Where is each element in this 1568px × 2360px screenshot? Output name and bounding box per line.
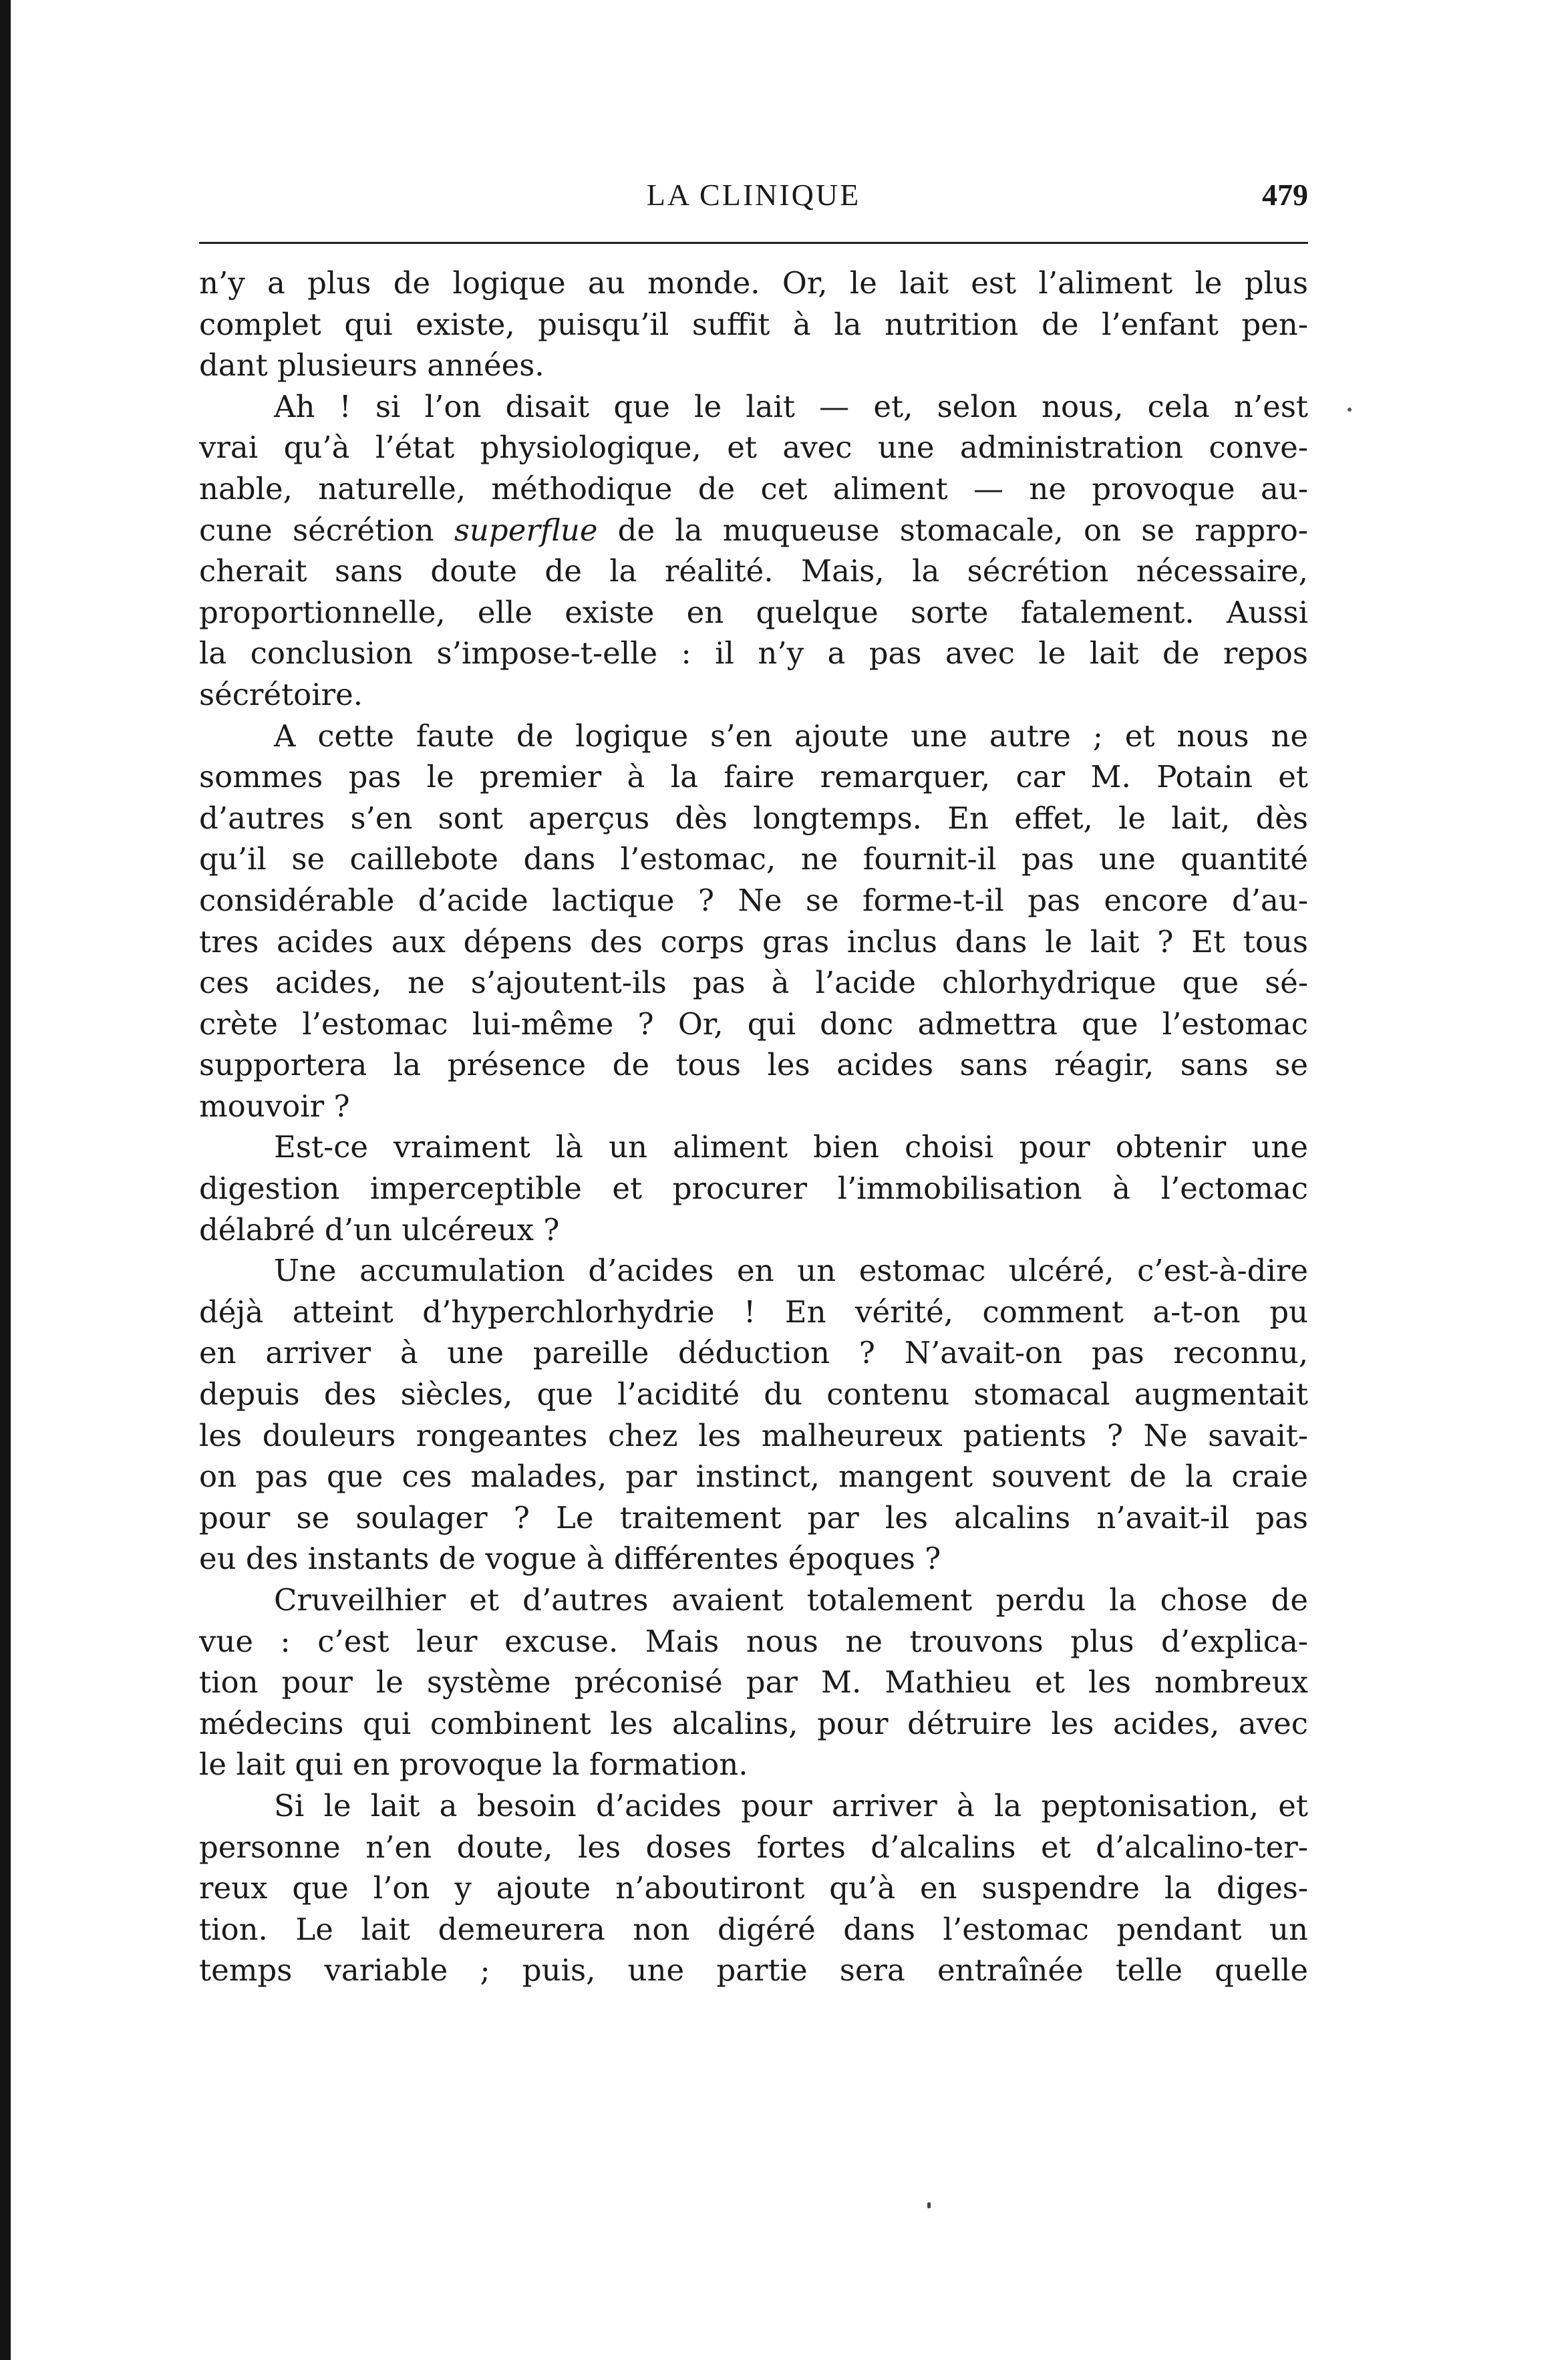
- text-line: vrai qu’à l’état physiologique, et avec une administration conve-: [199, 430, 1308, 466]
- text-line: Une accumulation d’acides en un estomac ulcéré, c’est-à-dire: [274, 1253, 1308, 1289]
- text-line: tres acides aux dépens des corps gras inclus dans le lait ? Et tous: [199, 923, 1308, 960]
- page-header: [199, 175, 1308, 215]
- running-title: LA CLINIQUE: [646, 178, 861, 212]
- text-line: Cruveilhier et d’autres avaient totalement perdu la chose de: [274, 1582, 1308, 1618]
- margin-speck: [1348, 408, 1352, 412]
- body-text: [199, 263, 1308, 1991]
- text-line: vue : c’est leur excuse. Mais nous ne trouvons plus d’explica-: [199, 1623, 1308, 1659]
- text-line: tion pour le système préconisé par M. Mathieu et les nombreux: [199, 1664, 1308, 1701]
- text-line: A cette faute de logique s’en ajoute une autre ; et nous ne: [274, 718, 1308, 754]
- stray-ink-mark: [927, 2202, 931, 2208]
- text-line: la conclusion s’impose-t-elle : il n’y a pas avec le lait de repos: [199, 635, 1308, 672]
- text-line: personne n’en doute, les doses fortes d’alcalins et d’alcalino-ter-: [199, 1829, 1308, 1865]
- italic-word: superflue: [454, 512, 598, 548]
- text-line: déjà atteint d’hyperchlorhydrie ! En vérité, comment a-t-on pu: [199, 1294, 1308, 1330]
- text-line: qu’il se caillebote dans l’estomac, ne fournit-il pas une quantité: [199, 841, 1308, 877]
- text-line: supportera la présence de tous les acides sans réagir, sans se: [199, 1047, 1308, 1083]
- text-line: d’autres s’en sont aperçus dès longtemps. En effet, le lait, dès: [199, 800, 1308, 836]
- text-line: sécrétoire.: [199, 676, 363, 712]
- text-line: digestion imperceptible et procurer l’immobilisation à l’ectomac: [199, 1171, 1308, 1207]
- text-line: pour se soulager ? Le traitement par les alcalins n’avait-il pas: [199, 1499, 1308, 1535]
- text-line: complet qui existe, puisqu’il suffit à la nutrition de l’enfant pen-: [199, 306, 1308, 342]
- text-line: sommes pas le premier à la faire remarquer, car M. Potain et: [199, 759, 1308, 795]
- text-line: n’y a plus de logique au monde. Or, le lait est l’aliment le plus: [199, 265, 1308, 301]
- text-line: médecins qui combinent les alcalins, pour détruire les acides, avec: [199, 1705, 1308, 1741]
- text-line: temps variable ; puis, une partie sera entraînée telle quelle: [199, 1952, 1308, 1988]
- text-line: Est-ce vraiment là un aliment bien choisi pour obtenir une: [274, 1129, 1308, 1165]
- text-line: proportionnelle, elle existe en quelque sorte fatalement. Aussi: [199, 594, 1308, 630]
- text-line: ces acides, ne s’ajoutent-ils pas à l’acide chlorhydrique que sé-: [199, 965, 1308, 1001]
- text-line: cherait sans doute de la réalité. Mais, la sécrétion nécessaire,: [199, 553, 1308, 589]
- text-line: nable, naturelle, méthodique de cet aliment — ne provoque au-: [199, 470, 1308, 506]
- text-line: le lait qui en provoque la formation.: [199, 1747, 748, 1783]
- text-line: les douleurs rongeantes chez les malheureux patients ? Ne savait-: [199, 1417, 1308, 1453]
- header-rule: [199, 242, 1308, 244]
- binding-edge: [0, 0, 11, 2360]
- text-line: dant plusieurs années.: [199, 347, 544, 384]
- text-line: crète l’estomac lui-même ? Or, qui donc admettra que l’estomac: [199, 1006, 1308, 1042]
- text-line: cune sécrétion superflue de la muqueuse stomacale, on se rappro-: [199, 512, 1308, 548]
- text-line: depuis des siècles, que l’acidité du contenu stomacal augmentait: [199, 1376, 1308, 1413]
- text-line: en arriver à une pareille déduction ? N’avait-on pas reconnu,: [199, 1335, 1308, 1371]
- text-line: mouvoir ?: [199, 1088, 350, 1124]
- text-line: Ah ! si l’on disait que le lait — et, selon nous, cela n’est: [274, 388, 1308, 424]
- text-line: délabré d’un ulcéreux ?: [199, 1211, 560, 1247]
- text-line: reux que l’on y ajoute n’aboutiront qu’à en suspendre la diges-: [199, 1870, 1308, 1906]
- text-line: tion. Le lait demeurera non digéré dans l’estomac pendant un: [199, 1911, 1308, 1947]
- page-number: 479: [1262, 178, 1308, 212]
- text-line: considérable d’acide lactique ? Ne se forme-t-il pas encore d’au-: [199, 882, 1308, 918]
- text-line: eu des instants de vogue à différentes époques ?: [199, 1541, 941, 1577]
- text-line: Si le lait a besoin d’acides pour arriver à la peptonisation, et: [274, 1787, 1308, 1823]
- text-line: on pas que ces malades, par instinct, mangent souvent de la craie: [199, 1459, 1308, 1495]
